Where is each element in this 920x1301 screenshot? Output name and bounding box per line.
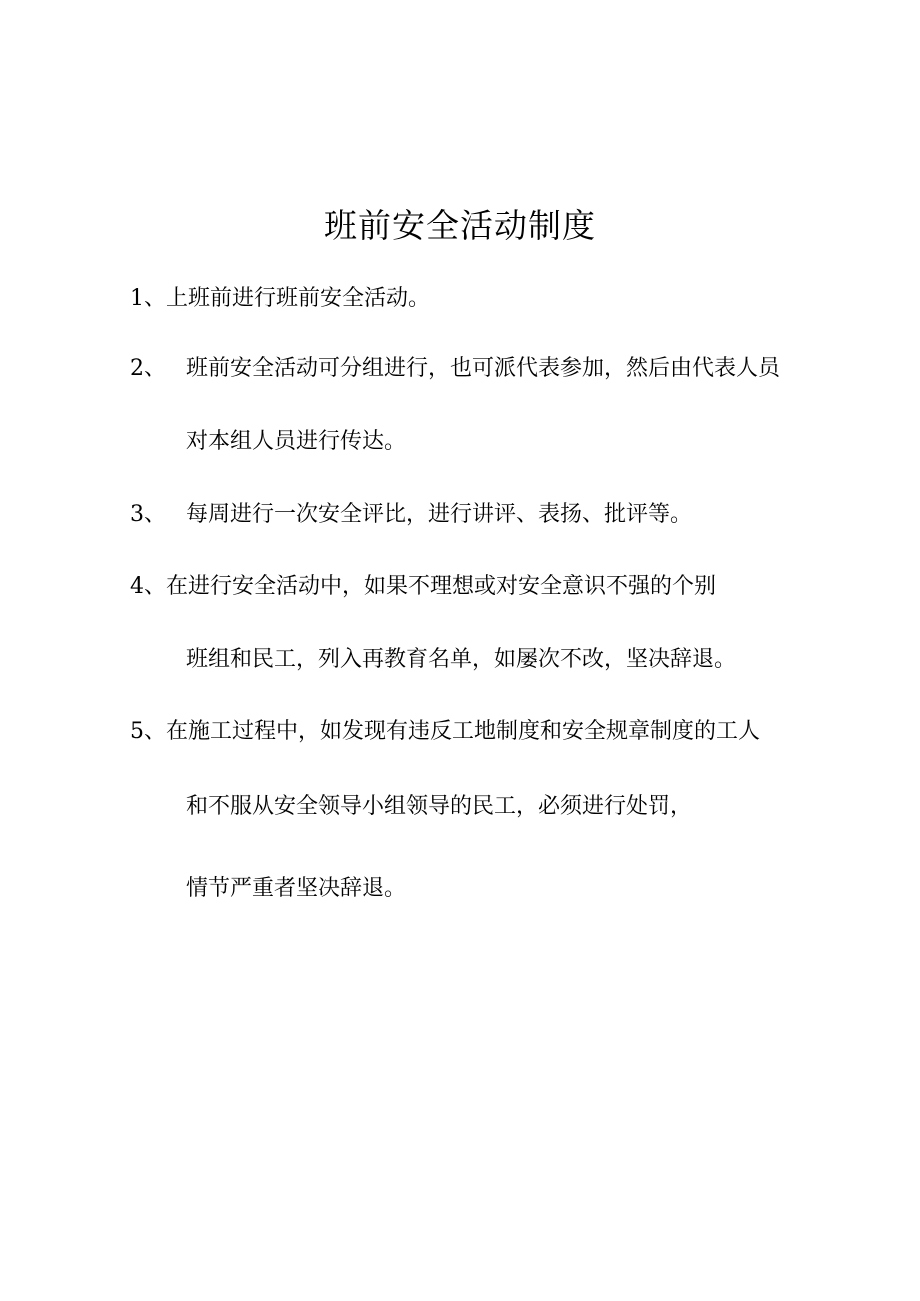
item-5 xyxy=(130,715,760,749)
item-3 xyxy=(130,498,692,532)
item-3-text: 每周进行一次安全评比，进行讲评、表扬、批评等。 xyxy=(186,502,693,527)
item-3-number: 3、 xyxy=(130,502,166,527)
item-2-number: 2、 xyxy=(130,356,166,381)
item-4-number: 4、 xyxy=(130,574,166,599)
item-1-number: 1、 xyxy=(130,286,166,311)
item-2-text: 班前安全活动可分组进行，也可派代表参加，然后由代表人员 xyxy=(186,356,781,381)
item-5-continuation-2: 情节严重者坚决辞退。 xyxy=(186,876,407,901)
item-1 xyxy=(130,282,430,316)
item-4-text: 在进行安全活动中，如果不理想或对安全意识不强的个别 xyxy=(166,574,717,599)
document-title: 班前安全活动制度 xyxy=(324,206,596,245)
item-5-text: 在施工过程中，如发现有违反工地制度和安全规章制度的工人 xyxy=(166,719,761,744)
item-5-continuation-1: 和不服从安全领导小组领导的民工，必须进行处罚， xyxy=(186,794,693,819)
item-4-continuation: 班组和民工，列入再教育名单，如屡次不改，坚决辞退。 xyxy=(186,647,737,672)
item-2 xyxy=(130,352,780,386)
item-1-text: 上班前进行班前安全活动。 xyxy=(166,286,431,311)
item-4 xyxy=(130,570,716,604)
item-2-continuation: 对本组人员进行传达。 xyxy=(186,429,407,454)
item-5-number: 5、 xyxy=(130,719,166,744)
